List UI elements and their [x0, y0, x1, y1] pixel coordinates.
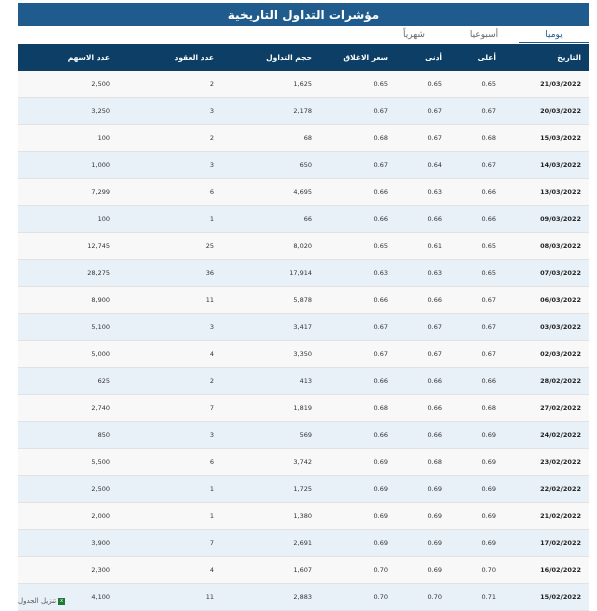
table-row	[18, 179, 589, 206]
cell-high: 0.67	[442, 341, 496, 368]
cell-low: 0.65	[388, 71, 442, 98]
cell-contracts: 3	[116, 314, 214, 341]
cell-volume: 66	[214, 206, 312, 233]
cell-contracts: 3	[116, 152, 214, 179]
cell-contracts: 1	[116, 206, 214, 233]
table-row	[18, 125, 589, 152]
cell-shares: 5,000	[18, 341, 116, 368]
cell-shares: 4,100	[18, 584, 116, 611]
cell-shares: 7,299	[18, 179, 116, 206]
cell-contracts: 4	[116, 557, 214, 584]
cell-close: 0.66	[312, 422, 388, 449]
cell-date: 22/02/2022	[496, 476, 589, 503]
cell-date: 27/02/2022	[496, 395, 589, 422]
table-body	[18, 71, 589, 611]
cell-volume: 4,695	[214, 179, 312, 206]
cell-date: 21/02/2022	[496, 503, 589, 530]
cell-close: 0.66	[312, 179, 388, 206]
cell-low: 0.67	[388, 125, 442, 152]
cell-close: 0.69	[312, 476, 388, 503]
cell-shares: 625	[18, 368, 116, 395]
cell-date: 21/03/2022	[496, 71, 589, 98]
panel-title: مؤشرات التداول التاريخية	[18, 3, 589, 26]
cell-contracts: 1	[116, 503, 214, 530]
cell-volume: 1,607	[214, 557, 312, 584]
cell-high: 0.68	[442, 395, 496, 422]
cell-high: 0.65	[442, 260, 496, 287]
cell-low: 0.66	[388, 368, 442, 395]
cell-volume: 650	[214, 152, 312, 179]
cell-high: 0.67	[442, 152, 496, 179]
table-row	[18, 287, 589, 314]
table-row	[18, 152, 589, 179]
table-row	[18, 557, 589, 584]
cell-close: 0.69	[312, 530, 388, 557]
table-row	[18, 98, 589, 125]
cell-high: 0.70	[442, 557, 496, 584]
table-row	[18, 395, 589, 422]
cell-close: 0.68	[312, 395, 388, 422]
cell-shares: 100	[18, 125, 116, 152]
cell-shares: 2,740	[18, 395, 116, 422]
cell-high: 0.69	[442, 449, 496, 476]
cell-date: 13/03/2022	[496, 179, 589, 206]
cell-date: 07/03/2022	[496, 260, 589, 287]
column-header-shares: عدد الاسهم	[18, 44, 116, 71]
cell-close: 0.66	[312, 287, 388, 314]
cell-low: 0.69	[388, 503, 442, 530]
column-header-contracts: عدد العقود	[116, 44, 214, 71]
cell-high: 0.69	[442, 422, 496, 449]
cell-contracts: 36	[116, 260, 214, 287]
cell-low: 0.67	[388, 314, 442, 341]
table-row	[18, 422, 589, 449]
cell-shares: 3,900	[18, 530, 116, 557]
cell-volume: 8,020	[214, 233, 312, 260]
cell-high: 0.65	[442, 233, 496, 260]
cell-contracts: 4	[116, 341, 214, 368]
cell-date: 20/03/2022	[496, 98, 589, 125]
cell-close: 0.68	[312, 125, 388, 152]
cell-volume: 3,350	[214, 341, 312, 368]
cell-date: 08/03/2022	[496, 233, 589, 260]
table-row	[18, 449, 589, 476]
cell-close: 0.69	[312, 449, 388, 476]
cell-close: 0.65	[312, 233, 388, 260]
cell-high: 0.71	[442, 584, 496, 611]
cell-high: 0.67	[442, 287, 496, 314]
cell-volume: 5,878	[214, 287, 312, 314]
cell-volume: 3,742	[214, 449, 312, 476]
cell-volume: 68	[214, 125, 312, 152]
cell-date: 17/02/2022	[496, 530, 589, 557]
cell-close: 0.66	[312, 368, 388, 395]
cell-close: 0.69	[312, 503, 388, 530]
table-row	[18, 233, 589, 260]
table-row	[18, 503, 589, 530]
cell-contracts: 2	[116, 71, 214, 98]
cell-date: 14/03/2022	[496, 152, 589, 179]
cell-volume: 569	[214, 422, 312, 449]
cell-high: 0.67	[442, 98, 496, 125]
column-header-close: سعر الاغلاق	[312, 44, 388, 71]
cell-date: 09/03/2022	[496, 206, 589, 233]
cell-shares: 5,500	[18, 449, 116, 476]
cell-contracts: 2	[116, 368, 214, 395]
cell-volume: 1,625	[214, 71, 312, 98]
cell-volume: 17,914	[214, 260, 312, 287]
cell-close: 0.67	[312, 152, 388, 179]
table-row	[18, 530, 589, 557]
column-header-volume: حجم التداول	[214, 44, 312, 71]
table-row	[18, 71, 589, 98]
cell-date: 24/02/2022	[496, 422, 589, 449]
cell-contracts: 1	[116, 476, 214, 503]
table-row	[18, 260, 589, 287]
cell-low: 0.68	[388, 449, 442, 476]
cell-date: 28/02/2022	[496, 368, 589, 395]
cell-low: 0.70	[388, 584, 442, 611]
column-header-date: التاريخ	[496, 44, 589, 71]
table-row	[18, 314, 589, 341]
cell-low: 0.67	[388, 98, 442, 125]
period-tabs	[18, 27, 589, 42]
cell-close: 0.67	[312, 314, 388, 341]
cell-volume: 2,883	[214, 584, 312, 611]
cell-high: 0.66	[442, 368, 496, 395]
cell-contracts: 7	[116, 530, 214, 557]
cell-contracts: 2	[116, 125, 214, 152]
cell-high: 0.68	[442, 125, 496, 152]
cell-high: 0.69	[442, 503, 496, 530]
cell-low: 0.66	[388, 287, 442, 314]
cell-volume: 1,380	[214, 503, 312, 530]
cell-low: 0.63	[388, 260, 442, 287]
cell-close: 0.67	[312, 341, 388, 368]
cell-close: 0.66	[312, 206, 388, 233]
cell-close: 0.70	[312, 584, 388, 611]
cell-volume: 2,691	[214, 530, 312, 557]
cell-low: 0.63	[388, 179, 442, 206]
cell-close: 0.65	[312, 71, 388, 98]
cell-contracts: 11	[116, 584, 214, 611]
table-row	[18, 476, 589, 503]
cell-shares: 12,745	[18, 233, 116, 260]
cell-volume: 2,178	[214, 98, 312, 125]
column-header-high: أعلى	[442, 44, 496, 71]
cell-high: 0.67	[442, 314, 496, 341]
table-row	[18, 341, 589, 368]
cell-high: 0.66	[442, 179, 496, 206]
cell-contracts: 7	[116, 395, 214, 422]
cell-contracts: 25	[116, 233, 214, 260]
cell-low: 0.66	[388, 395, 442, 422]
cell-contracts: 6	[116, 179, 214, 206]
tab-weekly[interactable]: أسبوعيا	[469, 29, 499, 40]
cell-shares: 2,000	[18, 503, 116, 530]
download-label: تنزيل الجدول	[18, 597, 57, 605]
cell-volume: 1,819	[214, 395, 312, 422]
cell-close: 0.63	[312, 260, 388, 287]
cell-shares: 2,300	[18, 557, 116, 584]
cell-contracts: 3	[116, 98, 214, 125]
cell-volume: 413	[214, 368, 312, 395]
cell-contracts: 6	[116, 449, 214, 476]
cell-date: 02/03/2022	[496, 341, 589, 368]
table-header-row	[18, 44, 589, 71]
cell-high: 0.69	[442, 530, 496, 557]
cell-high: 0.66	[442, 206, 496, 233]
cell-high: 0.69	[442, 476, 496, 503]
cell-shares: 2,500	[18, 71, 116, 98]
cell-low: 0.69	[388, 557, 442, 584]
cell-date: 15/02/2022	[496, 584, 589, 611]
cell-shares: 2,500	[18, 476, 116, 503]
cell-low: 0.69	[388, 476, 442, 503]
cell-high: 0.65	[442, 71, 496, 98]
table-row	[18, 206, 589, 233]
cell-low: 0.64	[388, 152, 442, 179]
tab-monthly[interactable]: شهرياً	[403, 29, 425, 40]
cell-contracts: 3	[116, 422, 214, 449]
cell-volume: 1,725	[214, 476, 312, 503]
cell-shares: 5,100	[18, 314, 116, 341]
excel-icon: x	[58, 598, 65, 605]
cell-shares: 28,275	[18, 260, 116, 287]
table-row	[18, 368, 589, 395]
cell-volume: 3,417	[214, 314, 312, 341]
cell-date: 16/02/2022	[496, 557, 589, 584]
cell-shares: 3,250	[18, 98, 116, 125]
download-table-link[interactable]	[18, 596, 65, 606]
cell-low: 0.69	[388, 530, 442, 557]
cell-date: 06/03/2022	[496, 287, 589, 314]
tab-daily[interactable]: يوميا	[519, 27, 589, 43]
cell-date: 23/02/2022	[496, 449, 589, 476]
cell-low: 0.67	[388, 341, 442, 368]
cell-date: 03/03/2022	[496, 314, 589, 341]
cell-shares: 8,900	[18, 287, 116, 314]
cell-shares: 1,000	[18, 152, 116, 179]
cell-low: 0.61	[388, 233, 442, 260]
cell-low: 0.66	[388, 206, 442, 233]
cell-shares: 850	[18, 422, 116, 449]
cell-date: 15/03/2022	[496, 125, 589, 152]
table-row	[18, 584, 589, 611]
cell-contracts: 11	[116, 287, 214, 314]
cell-shares: 100	[18, 206, 116, 233]
trading-table	[18, 44, 589, 611]
cell-close: 0.70	[312, 557, 388, 584]
cell-low: 0.66	[388, 422, 442, 449]
column-header-low: أدنى	[388, 44, 442, 71]
cell-close: 0.67	[312, 98, 388, 125]
